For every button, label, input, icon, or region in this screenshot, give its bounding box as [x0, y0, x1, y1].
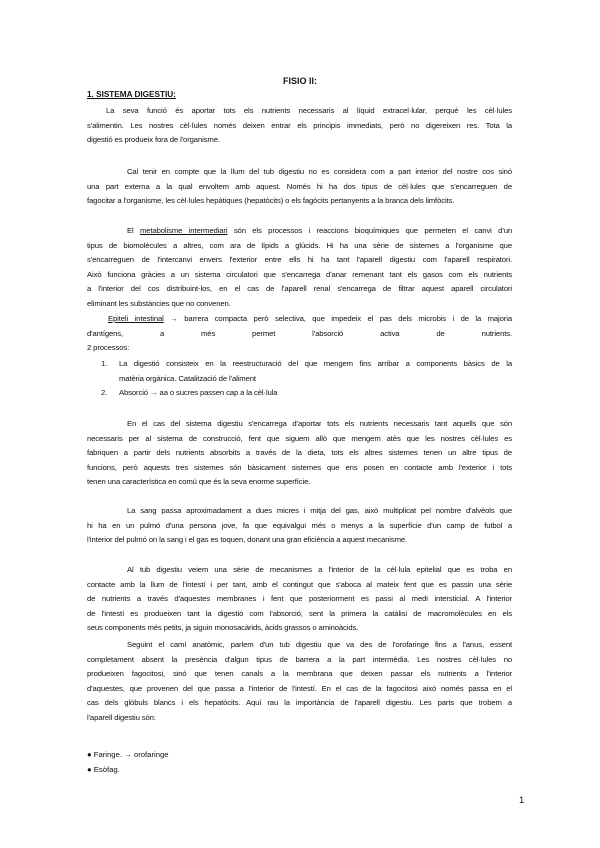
text-line: d'aquestes, que provenen del que passa a l'interior de l'intestí. En el cas de la fagocitosi això només passa en el — [87, 683, 512, 693]
text-line: matèria orgànica. Catalització de l'aliment — [119, 373, 256, 383]
text-line: Absorció → aa o sucres passen cap a la cèl·lula — [119, 388, 278, 398]
text-line: fabriquen a partir dels nutrients absorbits a través de la dieta, tots els altres sistemes tenen un altre tipus de — [87, 448, 512, 458]
text-line: Cal tenir en compte que la llum del tub digestiu no es considera com a part interior del nostre cos sinó — [127, 167, 512, 176]
text-line — [87, 224, 512, 239]
text-line: Seguint el camí anatòmic, parlem d'un tub digestiu que va des de l'orofaringe fins a l'anus, essent — [127, 640, 512, 649]
text-line: funcions, però aquests tres sistemes són bàsicament sistemes que ens posen en contacte amb l'exterior i tots — [87, 462, 512, 472]
text-line — [87, 312, 512, 327]
list-number: 1. — [101, 359, 108, 368]
paragraph — [87, 165, 512, 209]
text-line: una part externa a la qual envoltem amb aquest. Només hi ha dos tipus de cèl·lules que s'encarreguen de — [87, 181, 512, 191]
bullet-item: ● Faringe. → orofaringe — [87, 750, 169, 759]
underlined-term: metabolisme intermediari — [140, 226, 228, 235]
text-line: tipus de biomolècules a altres, com ara de lípids a glúcids. Hi ha una sèrie de sistemes a l'organisme que — [87, 240, 512, 250]
text-line: cas dels glòbuls blancs i els hepatòcits. Aquí rau la importància de l'aparell digestiu. Les parts que trobem a — [87, 698, 512, 708]
bullet-item: ● Esòfag. — [87, 764, 120, 774]
text-line: l'interior del pulmó on la sang i el gas es toquen, donant una gran eficiència a aquest mecanisme. — [87, 535, 408, 545]
text-line: s'alimentin. Les nostres cèl·lules només deixen entrar els principis immediats, però no digereixen res. Tota la — [87, 120, 512, 130]
text-line: hi ha en un pulmó d'una persona jove, fa que equivalgui més o menys a la superfície d'un camp de futbol a — [87, 520, 512, 530]
list-item — [87, 386, 512, 401]
paragraph — [87, 104, 512, 148]
numbered-list — [87, 357, 512, 401]
text-line: de l'intestí es produeixen tant la digestió com l'absorció, sent la primera la catàlisi de macromolècules en els — [87, 608, 512, 618]
paragraph — [87, 638, 512, 726]
paragraph — [87, 312, 512, 356]
text-line: de nutrients a través d'aquestes membranes i fent que posteriorment es passi al medi intersticial. A l'interior — [87, 594, 512, 604]
list-number: 2. — [101, 388, 108, 398]
text-line: produeixen fagocitosi, sinó que tenen canals a la membrana que deixen passar els nutrients a l'interior — [87, 669, 512, 679]
text-line: 2 processos: — [87, 343, 130, 353]
page-number: 1 — [519, 795, 525, 806]
text-line: s'encarreguen de l'intercanvi envers l'exterior entre ells hi ha tant l'aparell digestiu com l'aparell respiratori. — [87, 255, 512, 265]
document-title: FISIO II: — [282, 76, 317, 86]
text-line: necessaris per al sistema de construcció, fent que siguem allò que mengem atès que les nostres cèl·lules es — [87, 433, 512, 443]
list-item — [87, 357, 512, 386]
paragraph — [87, 417, 512, 490]
text-line: digestió es produeix fora de l'organisme. — [87, 135, 220, 145]
text-line: d'antígens, a més permet l'absorció activa de nutrients. — [87, 328, 512, 338]
text-line: eliminant les substàncies que no convenen. — [87, 298, 231, 308]
text-line: fagocitar a l'organisme, les cèl·lules hepàtiques (hepatòcits) o els fagòcits pertanyents a la branca dels limfòcits. — [87, 196, 455, 206]
text-line: a l'interior del cos distribuint-los, en el cas de l'aparell renal s'encarrega de filtrar aquest aparell circulatori — [87, 284, 512, 294]
underlined-term: Epiteli intestinal — [108, 314, 164, 323]
section-heading: 1. SISTEMA DIGESTIU: — [87, 90, 176, 99]
text-line: La digestió consisteix en la reestructuració del que mengem fins arribar a components bàsics de la — [119, 359, 512, 368]
paragraph — [87, 563, 512, 636]
text-line: Això funciona gràcies a un sistema circulatori que s'encarrega d'anar remenant tant els gasos com els nutrients — [87, 269, 512, 279]
text-line: l'aparell digestiu són: — [87, 712, 156, 722]
text-line: tenen una característica en comú que és la seva enorme superfície. — [87, 477, 311, 487]
text-segment: són els processos i reaccions bioquímiques que permeten el canvi d'un — [227, 226, 513, 235]
text-segment: El — [127, 226, 141, 235]
text-line: En el cas del sistema digestiu s'encarrega d'aportar tots els nutrients necessaris tant aquells que són — [127, 419, 512, 428]
text-line: seus components més petits, ja siguin monosacàrids, àcids grassos o aminoàcids. — [87, 623, 359, 633]
text-line: contacte amb la llum de l'intestí i per tant, amb el contingut que s'aboca al mateix fent que es passin una sèrie — [87, 579, 512, 589]
text-segment: → barrera compacta però selectiva, que impedeix el pas dels microbis i de la majoria — [163, 314, 512, 323]
text-line: Al tub digestiu veiem una sèrie de mecanismes a l'interior de la cèl·lula epitelial que es troba en — [127, 565, 512, 574]
paragraph — [87, 224, 512, 312]
text-line: La sang passa aproximadament a dues micres i mitja del gas, això multiplicat pel nombre d'alvèols que — [127, 506, 512, 515]
text-line: La seva funció és aportar tots els nutrients necessaris al líquid extracel·lular, perquè les cèl·lules — [106, 106, 512, 115]
text-line: completament absent la presència d'algun tipus de barrera a la part intermèdia. Les nostres cèl·lules no — [87, 654, 512, 664]
paragraph — [87, 504, 512, 548]
